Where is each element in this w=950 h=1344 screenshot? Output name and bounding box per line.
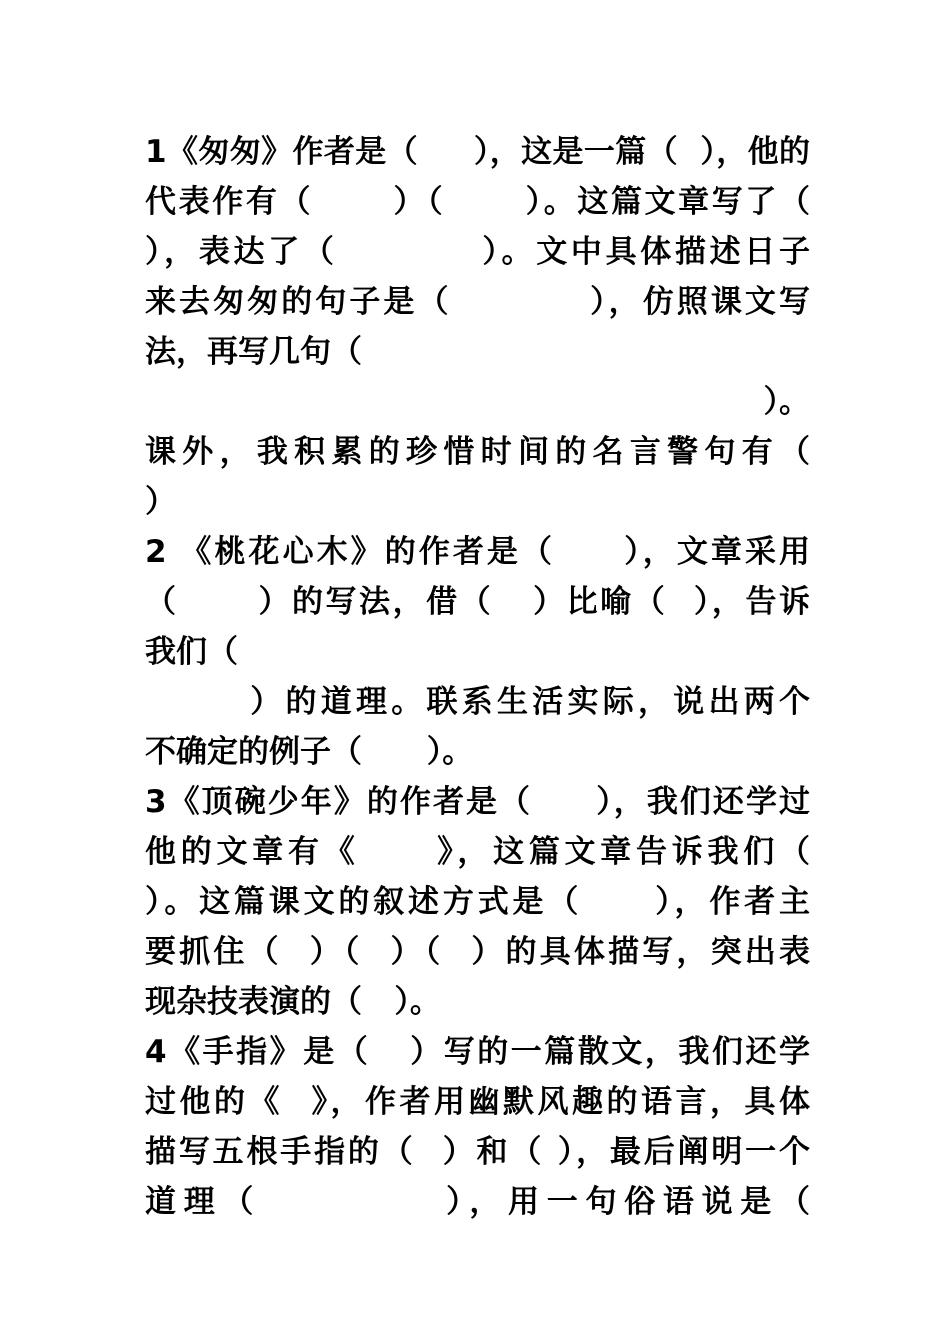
text-line: 法，再写几句（ xyxy=(145,334,362,370)
text-line: 代表作有（ ）（ ）。这篇文章写了（ xyxy=(145,184,810,220)
text-line: ） xyxy=(145,484,176,520)
text-line: 3《顶碗少年》的作者是（ ），我们还学过 xyxy=(145,784,810,820)
text-line: 来去匆匆的句子是（ ），仿照课文写 xyxy=(145,284,810,320)
text-line: 我们（ xyxy=(145,634,238,670)
text-line: 过他的《 》，作者用幽默风趣的语言，具体 xyxy=(145,1084,810,1120)
text-line: 2 《桃花心木》的作者是（ ），文章采用 xyxy=(145,534,810,570)
text-line: （ ）的写法，借（ ）比喻（ ），告诉 xyxy=(145,584,810,620)
text-line: ）。 xyxy=(763,384,810,420)
text-line: 现杂技表演的（ ）。 xyxy=(145,984,441,1020)
text-line: ）的道理。联系生活实际，说出两个 xyxy=(145,684,810,720)
text-line: 1《匆匆》作者是（ ），这是一篇（ ），他的 xyxy=(145,134,810,170)
text-line: 要抓住（ ）（ ）（ ）的具体描写，突出表 xyxy=(145,934,810,970)
text-line: 4《手指》是（ ）写的一篇散文，我们还学 xyxy=(145,1034,810,1070)
text-line: 道理（ ），用一句俗语说是（ xyxy=(145,1184,810,1220)
text-line: ），表达了（ ）。文中具体描述日子 xyxy=(145,234,810,270)
text-line: 描写五根手指的（ ）和（ ），最后阐明一个 xyxy=(145,1134,810,1170)
text-line: 他的文章有《 》，这篇文章告诉我们（ xyxy=(145,834,810,870)
text-line: 不确定的例子（ ）。 xyxy=(145,734,474,770)
text-line: 课外，我积累的珍惜时间的名言警句有（ xyxy=(145,434,810,470)
text-line: ）。这篇课文的叙述方式是（ ），作者主 xyxy=(145,884,810,920)
